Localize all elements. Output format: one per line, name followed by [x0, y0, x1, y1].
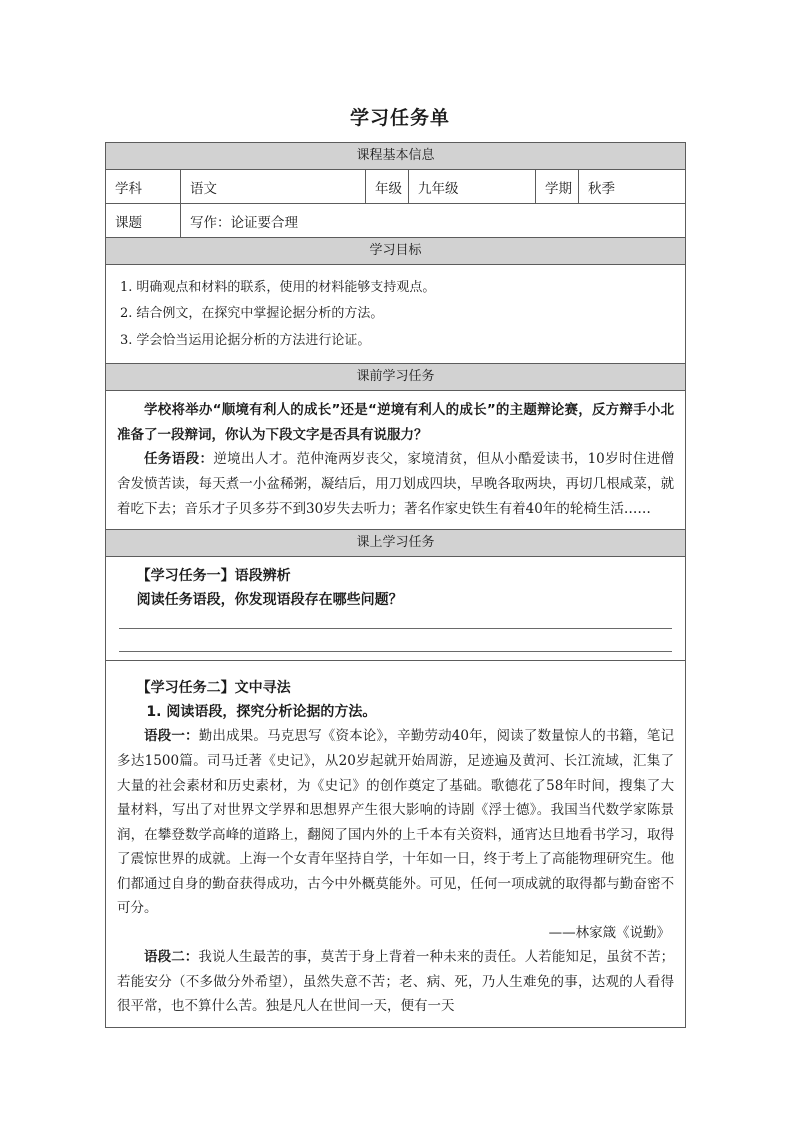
- course-info-row: [106, 170, 686, 204]
- term-value: 秋季: [579, 170, 686, 204]
- objectives-list: [106, 265, 686, 364]
- term-label: 学期: [536, 170, 579, 204]
- objectives-band-label: 学习目标: [106, 238, 686, 265]
- passage-two-text: 我说人生最苦的事，莫苦于身上背着一种未来的责任。人若能知足，虽贫不苦；若能安分（不多做分外希望），虽然失意不苦；老、病、死，乃人生难免的事，达观的人看得很平常，也不算什么苦。独是凡人在世间一天，便有一天: [117, 949, 675, 1015]
- subject-value: 语文: [181, 170, 366, 204]
- task-one-content: [106, 557, 686, 661]
- subject-label: 学科: [106, 170, 181, 204]
- course-info-band-row: [106, 143, 686, 170]
- answer-rule: [119, 651, 672, 652]
- task-two-top-spacer: [117, 668, 674, 676]
- objective-item: [120, 274, 675, 301]
- grade-label: 年级: [366, 170, 409, 204]
- passage-two: [117, 945, 674, 1019]
- task-one-question: 阅读任务语段，你发现语段存在哪些问题？: [136, 592, 403, 609]
- topic-row: [106, 204, 686, 238]
- course-info-band-label: 课程基本信息: [106, 143, 686, 170]
- task-two-content: [106, 661, 686, 1028]
- topic-label: 课题: [106, 204, 181, 238]
- objectives-band-row: [106, 238, 686, 265]
- pre-class-prompt: 学校将举办“顺境有利人的成长”还是“逆境有利人的成长”的主题辩论赛，反方辩手小北准备了一段辩词，你认为下段文字是否具有说服力？: [117, 402, 675, 443]
- objective-text: 明确观点和材料的联系，使用的材料能够支持观点。: [136, 279, 436, 295]
- pre-class-passage: [117, 447, 674, 521]
- passage-one: [117, 724, 674, 921]
- pre-class-content: [106, 391, 686, 530]
- in-class-band-row: [106, 530, 686, 557]
- objectives-row: [106, 265, 686, 364]
- objective-number: 3.: [120, 333, 133, 348]
- task-two-row: [106, 661, 686, 1028]
- passage-one-text: 勤出成果。马克思写《资本论》，辛勤劳动40年，阅读了数量惊人的书籍，笔记多达1500篇。司马迁著《史记》，从20岁起就开始周游，足迹遍及黄河、长江流域，汇集了大量的社会素材和历史素材，为《史记》的创作奠定了基础。歌德花了58年时间，搜集了大量材料，写出了对世界文学界和思想界产生很大影响的诗剧《浮士德》。我国当代数学家陈景润，在攀登数学高峰的道路上，翻阅了国内外的上千本有关资料，通宵达旦地看书学习，取得了震惊世界的成就。上海一个女青年坚持自学，十年如一日，终于考上了高能物理研究生。他们都通过自身的勤奋获得成功，古今中外概莫能外。可见，任何一项成就的取得都与勤奋密不可分。: [117, 728, 675, 917]
- task-one-row: [106, 557, 686, 661]
- passage-one-attribution: ——林家箴《说勤》: [548, 924, 671, 941]
- grade-value: 九年级: [409, 170, 536, 204]
- passage-two-label: 语段二：: [144, 949, 199, 966]
- pre-class-row: [106, 391, 686, 530]
- answer-write-space[interactable]: [119, 629, 672, 651]
- task-two-heading: 【学习任务二】文中寻法: [136, 680, 291, 697]
- objective-number: 1.: [120, 279, 133, 295]
- task-one-heading: 【学习任务一】语段辨析: [136, 568, 291, 585]
- page-title: 学习任务单: [349, 107, 450, 129]
- pre-class-band-row: [106, 364, 686, 391]
- objective-text: 学会恰当运用论据分析的方法进行论证。: [136, 333, 371, 348]
- objective-text: 结合例文，在探究中掌握论据分析的方法。: [136, 306, 384, 322]
- in-class-band-label: 课上学习任务: [106, 530, 686, 557]
- passage-one-label: 语段一：: [144, 728, 199, 745]
- pre-class-band-label: 课前学习任务: [106, 364, 686, 391]
- task-sheet-table: [105, 142, 686, 1028]
- objective-item: [120, 301, 675, 328]
- topic-value: 写作：论证要合理: [181, 204, 686, 238]
- objective-number: 2.: [120, 306, 133, 322]
- task-one-answer-area[interactable]: [117, 612, 674, 652]
- pre-class-passage-label: 任务语段：: [144, 451, 214, 468]
- objective-item: [120, 328, 675, 355]
- task-two-subitem: 1. 阅读语段，探究分析论据的方法。: [146, 704, 377, 721]
- pre-class-passage-text: 逆境出人才。范仲淹两岁丧父，家境清贫，但从小酷爱读书，10岁时住进僧舍发愤苦读，每天煮一小盆稀粥，凝结后，用刀划成四块，早晚各取两块，再切几根咸菜，就着吃下去；音乐才子贝多芬不到30岁失去听力；著名作家史铁生有着40年的轮椅生活……: [117, 451, 675, 517]
